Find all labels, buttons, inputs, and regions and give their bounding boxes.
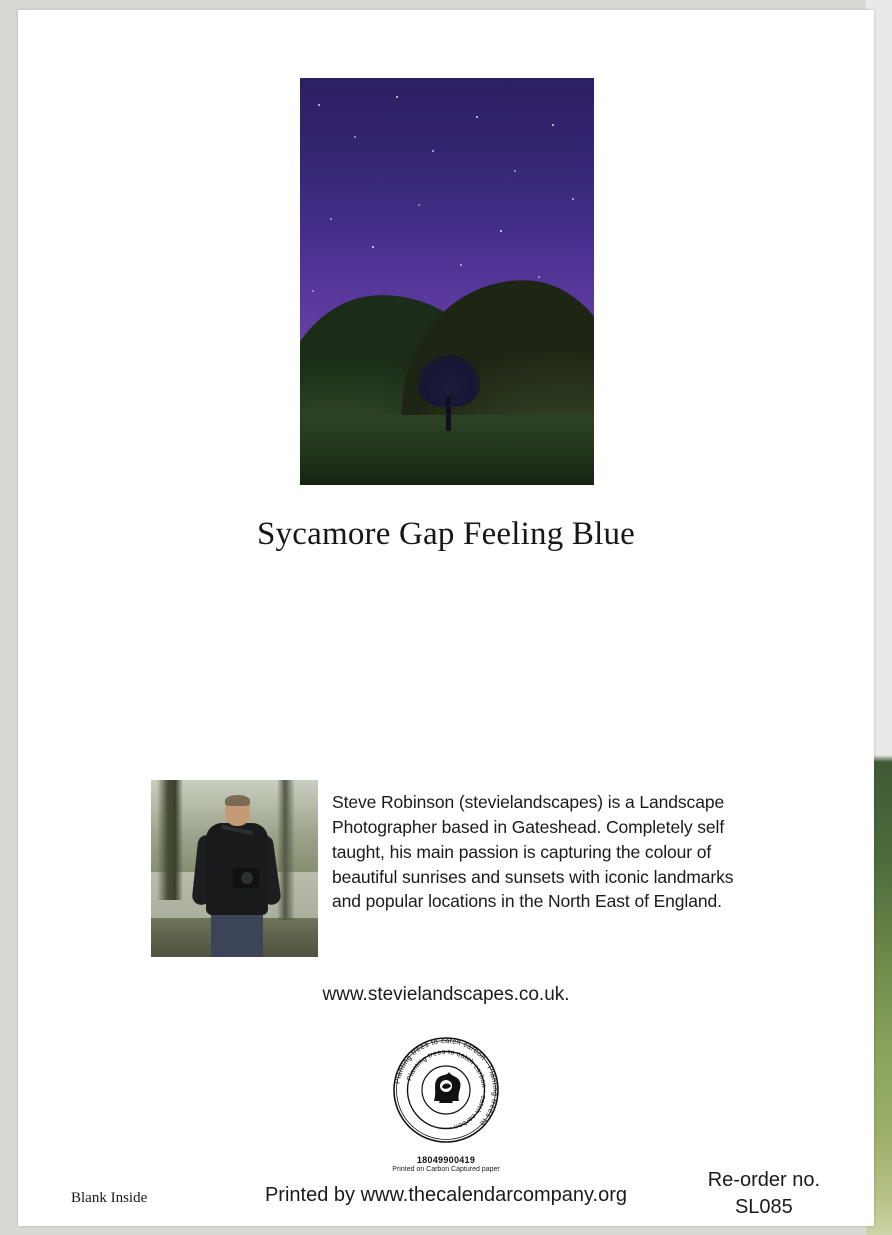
- carbon-logo-subtext: Printed on Carbon Captured paper: [392, 1166, 500, 1173]
- portrait-tree-left: [157, 780, 183, 900]
- photographer-website[interactable]: www.stevielandscapes.co.uk.: [322, 984, 570, 1005]
- carbon-captured-logo-icon: [387, 1031, 505, 1149]
- main-photo: [300, 78, 594, 485]
- reorder-code: SL085: [734, 1196, 793, 1218]
- greeting-card: [18, 10, 874, 1226]
- camera-icon: [233, 868, 259, 888]
- printed-by-label[interactable]: Printed by www.thecalendarcompany.org: [264, 1184, 628, 1206]
- carbon-logo-code: 18049900419: [416, 1155, 476, 1165]
- reorder-block: [708, 1167, 820, 1221]
- svg-text:Planting trees to catch carbon: Planting trees to catch carbon · Planting trees to: [392, 1035, 501, 1128]
- photographer-bio: Steve Robinson (stevielandscapes) is a Landscape Photographer based in Gateshead. Completely self taught, his main passion is capturing the colour of beautiful sunrises and sunsets with iconic landmarks and popular locations in the North East of England.: [332, 792, 734, 912]
- svg-text:Planting trees to catch carbon: Planting trees to catch carbon · catch carbon ·: [406, 1048, 488, 1131]
- blank-inside-label: Blank Inside: [71, 1190, 148, 1206]
- card-title: Sycamore Gap Feeling Blue: [257, 516, 635, 552]
- photographer-portrait: [151, 780, 318, 957]
- portrait-legs: [211, 911, 263, 957]
- photo-tree-trunk: [446, 397, 451, 431]
- portrait-hair: [225, 795, 250, 806]
- reorder-label: Re-order no.: [707, 1169, 820, 1191]
- carbon-logo-block: [381, 1031, 511, 1173]
